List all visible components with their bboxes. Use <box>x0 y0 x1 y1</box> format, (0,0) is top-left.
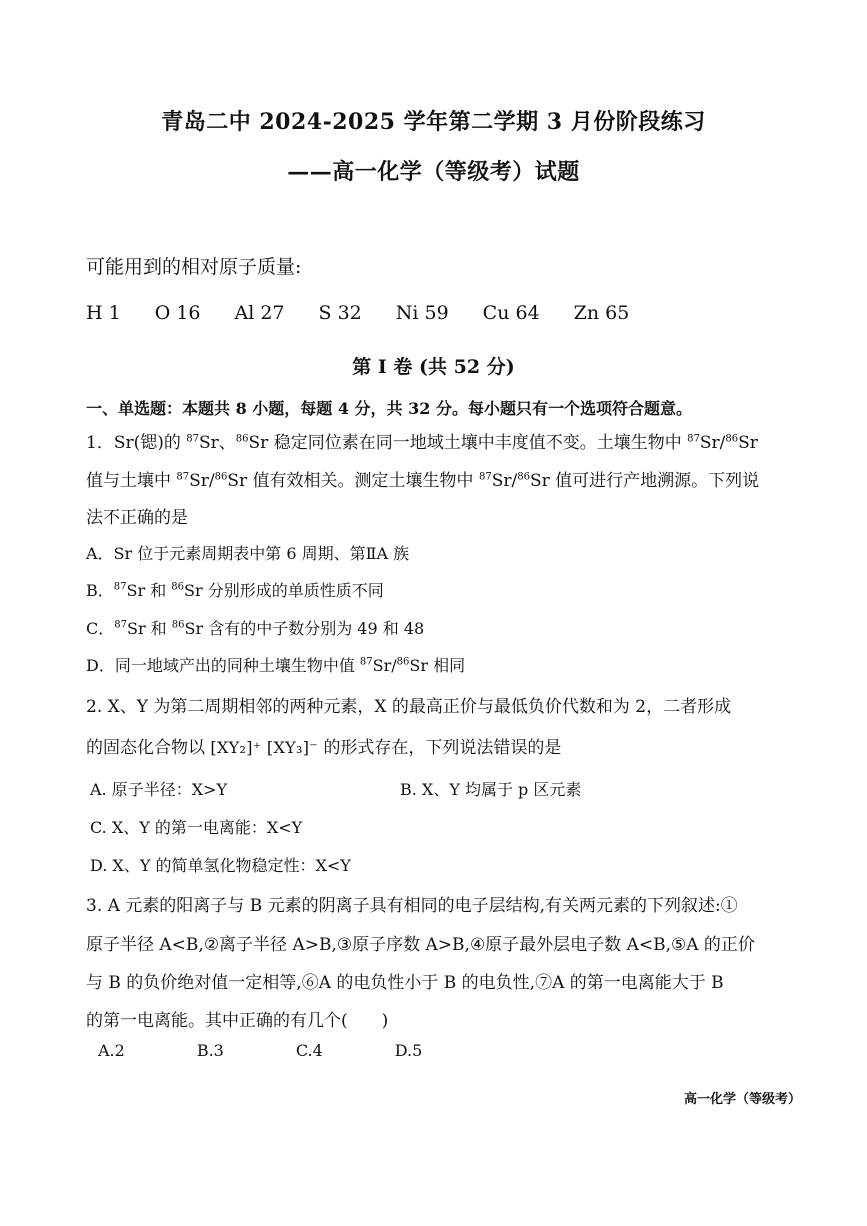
text: 的形式存在，下列说法错误的是 <box>323 738 562 758</box>
atomic-mass-item: Ni 59 <box>395 302 449 324</box>
superscript: 86 <box>171 619 185 631</box>
q3-options <box>98 1041 494 1060</box>
text: Sr 和 <box>126 581 172 600</box>
exam-title: 青岛二中 2024-2025 学年第二学期 3 月份阶段练习 <box>161 109 706 135</box>
atomic-mass-item: Cu 64 <box>482 302 540 324</box>
atomic-mass-item: Zn 65 <box>573 302 630 324</box>
atomic-mass-item: O 16 <box>154 302 201 324</box>
text: Sr 相同 <box>409 656 466 675</box>
atomic-mass-item: H 1 <box>86 302 121 324</box>
superscript: 86 <box>517 471 530 483</box>
superscript: 86 <box>214 471 228 483</box>
text: Sr <box>738 433 758 453</box>
atomic-mass-item: Al 27 <box>234 302 285 324</box>
q3-option-b: B.3 <box>196 1041 224 1060</box>
text: Sr/ <box>189 471 215 491</box>
superscript: 86 <box>235 433 249 445</box>
q1-option-c <box>86 616 424 639</box>
text: Sr/ <box>372 656 397 675</box>
q1-line-1 <box>86 428 758 453</box>
text: Sr/ <box>491 471 518 491</box>
part-heading: 一、单选题：本题共 8 小题，每题 4 分，共 32 分。每小题只有一个选项符合题意。 <box>86 399 692 418</box>
q2-line-1: 2. X、Y 为第二周期相邻的两种元素，X 的最高正价与最低负价代数和为 2，二者形成 <box>86 697 732 717</box>
text: D．同一地域产出的同种土壤生物中值 <box>86 656 360 675</box>
q2-option-a: A. 原子半径：X>Y <box>90 780 228 799</box>
text: C． <box>86 619 115 638</box>
section-title: 第 I 卷 (共 52 分) <box>352 356 515 378</box>
page-footer: 高一化学（等级考） <box>683 1092 801 1107</box>
text: Sr/ <box>699 433 726 453</box>
formula-anion: [XY₃]⁻ <box>266 738 319 757</box>
formula-cation: [XY₂]⁺ <box>210 738 262 757</box>
text: Sr、 <box>199 433 236 453</box>
superscript: 87 <box>687 433 700 445</box>
superscript: 86 <box>725 433 739 445</box>
superscript: 87 <box>176 471 190 483</box>
text: 1．Sr(锶)的 <box>86 433 187 453</box>
q3-line-3: 与 B 的负价绝对值一定相等,⑥A 的电负性小于 B 的电负性,⑦A 的第一电离能大于 B <box>86 973 724 993</box>
text: Sr 分别形成的单质性质不同 <box>184 581 384 600</box>
q3-option-c: C.4 <box>295 1041 323 1060</box>
superscript: 86 <box>171 581 185 593</box>
q1-option-a: A．Sr 位于元素周期表中第 6 周期、第ⅡA 族 <box>86 544 410 563</box>
text: 的固态化合物以 <box>86 738 205 758</box>
q1-line-2 <box>86 466 759 491</box>
superscript: 87 <box>113 581 127 593</box>
text: Sr 值有效相关。测定土壤生物中 <box>227 471 479 491</box>
q3-line-1: 3. A 元素的阳离子与 B 元素的阴离子具有相同的电子层结构,有关两元素的下列叙述:① <box>86 896 738 916</box>
text: Sr 稳定同位素在同一地域土壤中丰度值不变。土壤生物中 <box>248 433 688 453</box>
q2-line-2 <box>86 733 561 758</box>
superscript: 86 <box>396 656 410 668</box>
q1-option-b <box>86 578 384 601</box>
q1-line-3: 法不正确的是 <box>86 508 188 528</box>
text: B． <box>86 581 114 600</box>
q3-option-a: A.2 <box>98 1041 125 1060</box>
superscript: 87 <box>359 656 373 668</box>
q3-line-4: 的第一电离能。其中正确的有几个( ) <box>86 1011 389 1031</box>
q3-line-2: 原子半径 A<B,②离子半径 A>B,③原子序数 A>B,④原子最外层电子数 A<B,⑤A 的正价 <box>86 935 755 955</box>
q2-option-b: B. X、Y 均属于 p 区元素 <box>400 780 582 799</box>
q3-option-d: D.5 <box>394 1041 423 1060</box>
text: Sr 含有的中子数分别为 49 和 48 <box>184 619 425 638</box>
q1-option-d <box>86 653 465 676</box>
text: Sr 值可进行产地溯源。下列说 <box>529 471 760 491</box>
atomic-mass-item: S 32 <box>318 302 362 324</box>
q2-option-c: C. X、Y 的第一电离能：X<Y <box>90 818 303 837</box>
superscript: 87 <box>114 619 127 631</box>
text: 值与土壤中 <box>86 471 177 491</box>
superscript: 87 <box>186 433 199 445</box>
superscript: 87 <box>478 471 492 483</box>
q2-option-d: D. X、Y 的简单氢化物稳定性：X<Y <box>90 856 351 875</box>
atomic-mass-list <box>86 302 663 324</box>
exam-subtitle: ——高一化学（等级考）试题 <box>287 159 580 185</box>
atomic-mass-intro: 可能用到的相对原子质量: <box>86 256 302 278</box>
text: Sr 和 <box>126 619 172 638</box>
